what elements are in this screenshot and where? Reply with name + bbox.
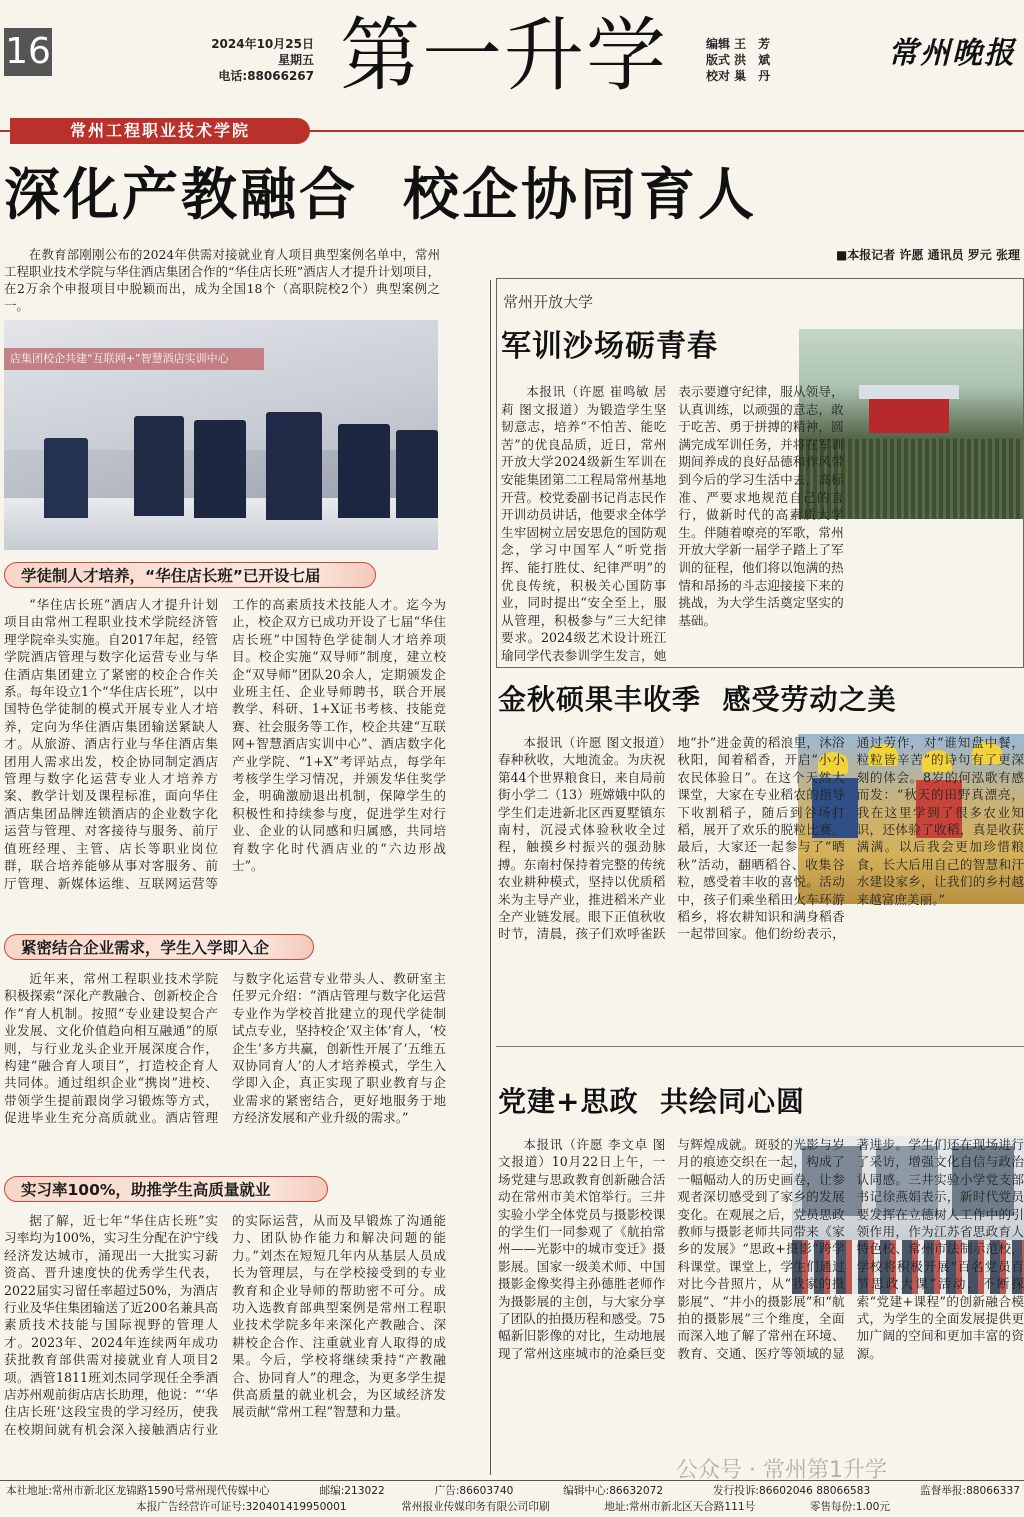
section-heading: 学徒制人才培养，“华住店长班”已开设七届 (4, 562, 376, 588)
article-headline: 金秋硕果丰收季 感受劳动之美 (498, 683, 897, 716)
lead-byline: ■本报记者 许愿 通讯员 罗元 张理 (835, 248, 1020, 262)
masthead (0, 0, 1024, 112)
issue-date: 2024年10月25日 (211, 37, 314, 51)
photo-banner: 店集团校企共建“互联网+”智慧酒店实训中心 (4, 348, 264, 370)
watermark: 公众号 · 常州第1升学 (676, 1458, 887, 1483)
article-divider (496, 1046, 1024, 1047)
article-body: 本报讯（许愿 李文卓 图文报道）10月22日上午，一场党建与思政教育创新融合活动在常州市美术馆举行。三井实验小学全体党员与摄影校课的学生们一同参观了《航拍常州——光影中的城市变迁》摄影展。国家一级美术师、中国摄影金像奖得主孙德胜老师作为摄影展的主创，与大家分享了团队的拍摄历程和感受。75幅新旧影像的对比，生动地展现了常州这座城市的沧桑巨变与辉煌成就。斑驳的光影与岁月的痕迹交织在一起，构成了一幅幅动人的历史画卷，让参观者深切感受到了家乡的发展变化。在观展之后，党员思政教师与摄影老师共同带来《家乡的发展》“思政+摄影”跨学科课堂。课堂上，学生们通过对比今昔照片，从“我家的摄影展”、“井小的摄影展”和“航拍的摄影展”三个维度，全面而深入地了解了常州在环境、教育、交通、医疗等领域的显著进步。学生们还在现场进行了采访，增强文化自信与政治认同感。三井实验小学党支部书记徐燕娟表示，新时代党员要发挥在立德树人工作中的引领作用，作为江苏省思政育人特色校、常州市法制示范校，学校将积极开展“百名党员百节思政大课”活动，不断探索“党建+课程”的创新融合模式，为学生的全面发展提供更加广阔的空间和更加丰富的资源。 (498, 1137, 1024, 1361)
issue-weekday: 星期五 (277, 53, 314, 67)
article-school: 常州开放大学 (503, 293, 594, 311)
newspaper-logo: 常州晚报 (888, 36, 1016, 71)
footer-line-2 (136, 1500, 890, 1515)
editor-line: 编辑 王 芳 (706, 37, 771, 51)
section-heading: 紧密结合企业需求，学生入学即入企 (4, 934, 314, 960)
student-figure (396, 430, 438, 518)
footer-postcode: 邮编:213022 (319, 1485, 385, 1497)
article-headline: 党建+思政 共绘同心圆 (498, 1085, 805, 1118)
editor-line: 版式 洪 斌 (706, 53, 771, 67)
lead-headline: 深化产教融合 校企协同育人 (4, 163, 757, 228)
section-body: 近年来，常州工程职业技术学院积极探索“深化产教融合、创新校企合作”育人机制。按照“专业建设契合产业发展、文化价值趋向相互融通”的原则，与行业龙头企业开展深度合作，构建“融合育人项目”，打造校企育人共同体。通过组织企业“携岗”进校、带领学生提前跟岗学习锻炼等方式，促进毕业生充分高质就业。酒店管理与数字化运营专业带头人、教研室主任罗元介绍：“酒店管理与数字化运营专业作为学校首批建立的现代学徒制试点专业，坚持校企‘双主体’育人，‘校企生’多方共赢，创新性开展了‘五维五双协同育人’的人才培养模式，学生入学即入企，真正实现了职业教育与企业需求的紧密结合，更好地服务于地方经济发展和产业升级的需求。” (4, 971, 446, 1126)
student-figure (44, 438, 88, 518)
school-banner: 常州工程职业技术学院 (10, 118, 310, 144)
section-body: 据了解，近七年“华住店长班”实习率均为100%，实习生分配在沪宁线经济发达城市，涌现出一大批实习薪资高、晋升速度快的优秀学生代表，2022届实习留任率超过50%，为酒店行业及华住集团输送了近200名兼具高素质技术技能与国际视野的管理人才。2023年、2024年连续两年成功获批教育部供需对接就业育人项目2项。酒管1811班刘杰同学现任全季酒店苏州观前街店店长助理，他说：“‘华住店长班’这段宝贵的学习经历，使我在校期间就有机会深入接触酒店行业的实际运营，从而及早锻炼了沟通能力、团队协作能力和解决问题的能力。”刘杰在短短几年内从基层人员成长为管理层，与在学校接受到的专业教育和企业导师的帮助密不可分。成功入选教育部典型案例是常州工程职业技术学院多年来深化产教融合、深耕校企合作、注重就业育人取得的成果。今后，学校将继续秉持“产教融合、协同育人”的理念，为更多学生提供高质量的就业机会，为区域经济发展贡献“常州工程”智慧和力量。 (4, 1213, 446, 1437)
issue-phone: 电话:88066267 (218, 69, 314, 83)
student-figure (338, 424, 390, 518)
student-figure (134, 416, 184, 516)
editor-line: 校对 巢 丹 (706, 69, 771, 83)
student-figure (194, 420, 246, 518)
footer-address: 本社地址:常州市新北区龙锦路1590号常州现代传媒中心 (6, 1485, 270, 1497)
footer-printer: 常州报业传媒印务有限公司印刷 (401, 1501, 550, 1513)
page-number: 16 (4, 28, 52, 76)
footer-ad-phone: 广告:86603740 (434, 1485, 514, 1497)
school-ribbon (0, 118, 1024, 144)
student-figure (266, 412, 322, 520)
footer-price: 零售每份:1.00元 (809, 1501, 890, 1513)
editor-credits (706, 36, 786, 84)
issue-info (210, 36, 314, 84)
section-title: 第一升学 (340, 9, 668, 102)
lead-intro: 在教育部刚刚公布的2024年供需对接就业育人项目典型案例名单中，常州工程职业技术学院与华住酒店集团合作的“华住店长班”酒店人才提升计划项目，在2万余个申报项目中脱颖而出，成为全国18个（高职院校2个）典型案例之一。 (4, 247, 440, 313)
article-headline: 军训沙场砺青春 (501, 329, 718, 364)
section-heading: 实习率100%，助推学生高质量就业 (4, 1176, 328, 1202)
footer-line-1 (6, 1484, 1020, 1499)
article-body: 本报讯（许愿 崔鸣敏 居莉 图文报道）为锻造学生坚韧意志，培养“不怕苦、能吃苦”的优良品质，近日，常州开放大学2024级新生军训在安能集团第二工程局常州基地开营。校党委副书记肖志民作开训动员讲话，他要求全体学生牢固树立居安思危的国防观念，学习中国军人“听党指挥、能打胜仗、纪律严明”的优良传统，积极关心国防事业，同时提出“安全至上，服从管理，积极参与”三大纪律要求。2024级艺术设计班江瑜同学代表参训学生发言，她表示要遵守纪律，服从领导，认真训练，以顽强的意志，敢于吃苦、勇于拼搏的精神，圆满完成军训任务，并将在军训期间养成的良好品德和作风带到今后的学习生活中去，高标准、严要求地规范自己的言行，做新时代的高素质大学生。伴随着嘹亮的军歌，常州开放大学新一届学子踏上了军训的征程，他们将以饱满的热情和昂扬的斗志迎接接下来的挑战，为大学生活奠定坚实的基础。 (501, 384, 844, 663)
footer (0, 1480, 1024, 1517)
article-body: 本报讯（许愿 图文报道）春种秋收，大地流金。为庆祝第44个世界粮食日，来自局前街小学二（13）班嫦娥中队的学生们走进新北区西夏墅镇东南村，沉浸式体验秋收全过程，触摸乡村振兴的强劲脉搏。东南村保持着完整的传统农业耕种模式，坚持以优质稻米为主导产业，推进稻米产业全产业链发展。眼下正值秋收时节，清晨，孩子们欢呼雀跃地“扑”进金黄的稻浪里，沐浴秋阳，闻着稻香，开启“小小农民体验日”。在这个天然大课堂，大家在专业稻农的指导下收割稻子，随后到谷场打稻，展开了欢乐的脱粒比赛。最后，大家还一起参与了“晒秋”活动，翻晒稻谷、收集谷粒，感受着丰收的喜悦。活动中，孩子们乘坐稻田火车环游稻乡，将农耕知识和满身稻香一起带回家。他们纷纷表示，通过劳作，对“谁知盘中餐，粒粒皆辛苦”的诗句有了更深刻的体会。8岁的何泓歌有感而发：“秋天的田野真漂亮，我在这里学到了很多农业知识，还体验了收稻，真是收获满满。以后我会更加珍惜粮食，长大后用自己的智慧和汗水建设家乡，让我们的乡村越来越富庶美丽。” (498, 735, 1024, 942)
footer-distribution-phone: 发行投诉:86602046 88066583 (713, 1485, 871, 1497)
footer-license: 本报广告经营许可证号:320401419950001 (136, 1501, 347, 1513)
footer-report-phone: 监督举报:88066337 (920, 1485, 1020, 1497)
column-divider (490, 280, 491, 1475)
footer-printer-address: 地址:常州市新北区天合路111号 (604, 1501, 756, 1513)
section-body: “华住店长班”酒店人才提升计划项目由常州工程职业技术学院经济管理学院牵头实施。自2017年起，经管学院酒店管理与数字化运营专业与华住酒店集团建立了紧密的校企合作关系。每年设立1个“华住店长班”，以中国特色学徒制的模式开展专业人才培养，定向为华住酒店集团输送紧缺人才。从旅游、酒店行业与华住酒店集团用人需求出发，校企协同制定酒店管理与数字化运营专业人才培养方案、教学计划及课程标准，面向华住酒店集团品牌连锁酒店的企业数字化运营与管理、对客接待与服务、前厅值班经理、主管、店长等职业岗位群，联合培养能够从事对客服务、前厅管理、新媒体运维、互联网运营等工作的高素质技术技能人才。迄今为止，校企双方已成功开设了七届“华住店长班”中国特色学徒制人才培养项目。校企实施“双导师”制度，建立校企“双导师”团队20余人，定期颁发企业班主任、企业导师聘书，联合开展教学、科研、1+X证书考核、技能竞赛、社会服务等工作，校企共建“互联网+智慧酒店实训中心”、酒店数字化产业学院、“1+X”考评站点，每学年考核学生学习情况，并颁发华住奖学金，明确激励退出机制，保障学生的积极性和持续参与度，促进学生对行业、企业的认同感和归属感，共同培育数字化时代酒店业的“六边形战士”。 (4, 597, 446, 891)
lead-photo (4, 320, 438, 550)
footer-editor-phone: 编辑中心:86632072 (563, 1485, 664, 1497)
photo-text-mask (798, 328, 1024, 522)
